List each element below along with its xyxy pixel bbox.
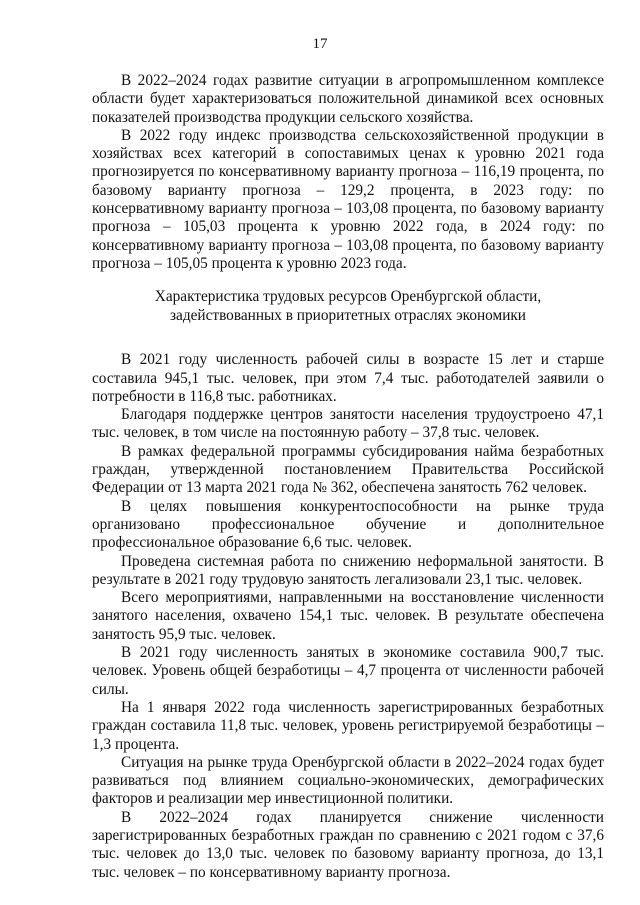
page-number: 17 xyxy=(312,36,328,52)
paragraph-employment-centers: Благодаря поддержке центров занятости населения трудоустроено 47,1 тыс. человек, в том числе на постоянную работу – 37,8 тыс. человек. xyxy=(92,406,604,442)
paragraph-employment-recovery: Всего мероприятиями, направленными на восстановление численности занятого населения, охвачено 154,1 тыс. человек. В результате обеспечена занятость 95,9 тыс. человек. xyxy=(92,589,604,643)
paragraph-training: В целях повышения конкурентоспособности на рынке труда организовано профессиональное обучение и дополнительное профессиональное образование 6,6 тыс. человек. xyxy=(92,497,604,552)
paragraph-agro-index: В 2022 году индекс производства сельскохозяйственной продукции в хозяйствах всех категорий в сопоставимых ценах к уровню 2021 года прогнозируется по консервативному варианту прогноза – 116,19 процента, по базовому варианту прогноза – 129,2 процента, в 2023 году: по консервативному варианту прогноза – 103,08 процента, по базовому варианту прогноза – 105,03 процента к уровню 2022 года, в 2024 году: по консервативному варианту прогноза – 103,08 процента, по базовому варианту прогноза – 105,05 процента к уровню 2023 года. xyxy=(92,126,604,272)
paragraph-informal-employment: Проведена системная работа по снижению неформальной занятости. В результате в 2021 году трудовую занятость легализовали 23,1 тыс. человек. xyxy=(92,552,604,588)
paragraph-labor-market-outlook: Ситуация на рынке труда Оренбургской области в 2022–2024 годах будет развиваться под влиянием социально-экономических, демографических факторов и реализации мер инвестиционной политики. xyxy=(92,753,604,808)
paragraph-employed-count: В 2021 году численность занятых в экономике составила 900,7 тыс. человек. Уровень общей безработицы – 4,7 процента от численности рабочей силы. xyxy=(92,644,604,698)
paragraph-labor-force: В 2021 году численность рабочей силы в возрасте 15 лет и старше составила 945,1 тыс. человек, при этом 7,4 тыс. работодателей заявили о потребности в 116,8 тыс. работниках. xyxy=(92,351,604,405)
section-heading-line-1: Характеристика трудовых ресурсов Оренбургской области, xyxy=(154,288,542,306)
paragraph-registered-unemployed: На 1 января 2022 года численность зарегистрированных безработных граждан составила 11,8 тыс. человек, уровень регистрируемой безработицы – 1,3 процента. xyxy=(92,698,604,753)
paragraph-agro-outlook: В 2022–2024 годах развитие ситуации в агропромышленном комплексе области будет характеризоваться положительной динамикой всех основных показателей производства продукции сельского хозяйства. xyxy=(92,72,604,126)
section-heading-line-2: задействованных в приоритетных отраслях экономики xyxy=(170,306,526,324)
paragraph-unemployment-forecast: В 2022–2024 годах планируется снижение численности зарегистрированных безработных граждан по сравнению с 2021 годом с 37,6 тыс. человек до 13,0 тыс. человек по базовому варианту прогноза, до 13,1 тыс. человек – по консервативному варианту прогноза. xyxy=(92,808,604,881)
section-heading xyxy=(92,288,604,325)
paragraph-hiring-subsidy: В рамках федеральной программы субсидирования найма безработных граждан, утвержденной постановлением Правительства Российской Федерации от 13 марта 2021 года № 362, обеспечена занятость 762 человек. xyxy=(92,442,604,497)
document-body xyxy=(92,72,604,882)
